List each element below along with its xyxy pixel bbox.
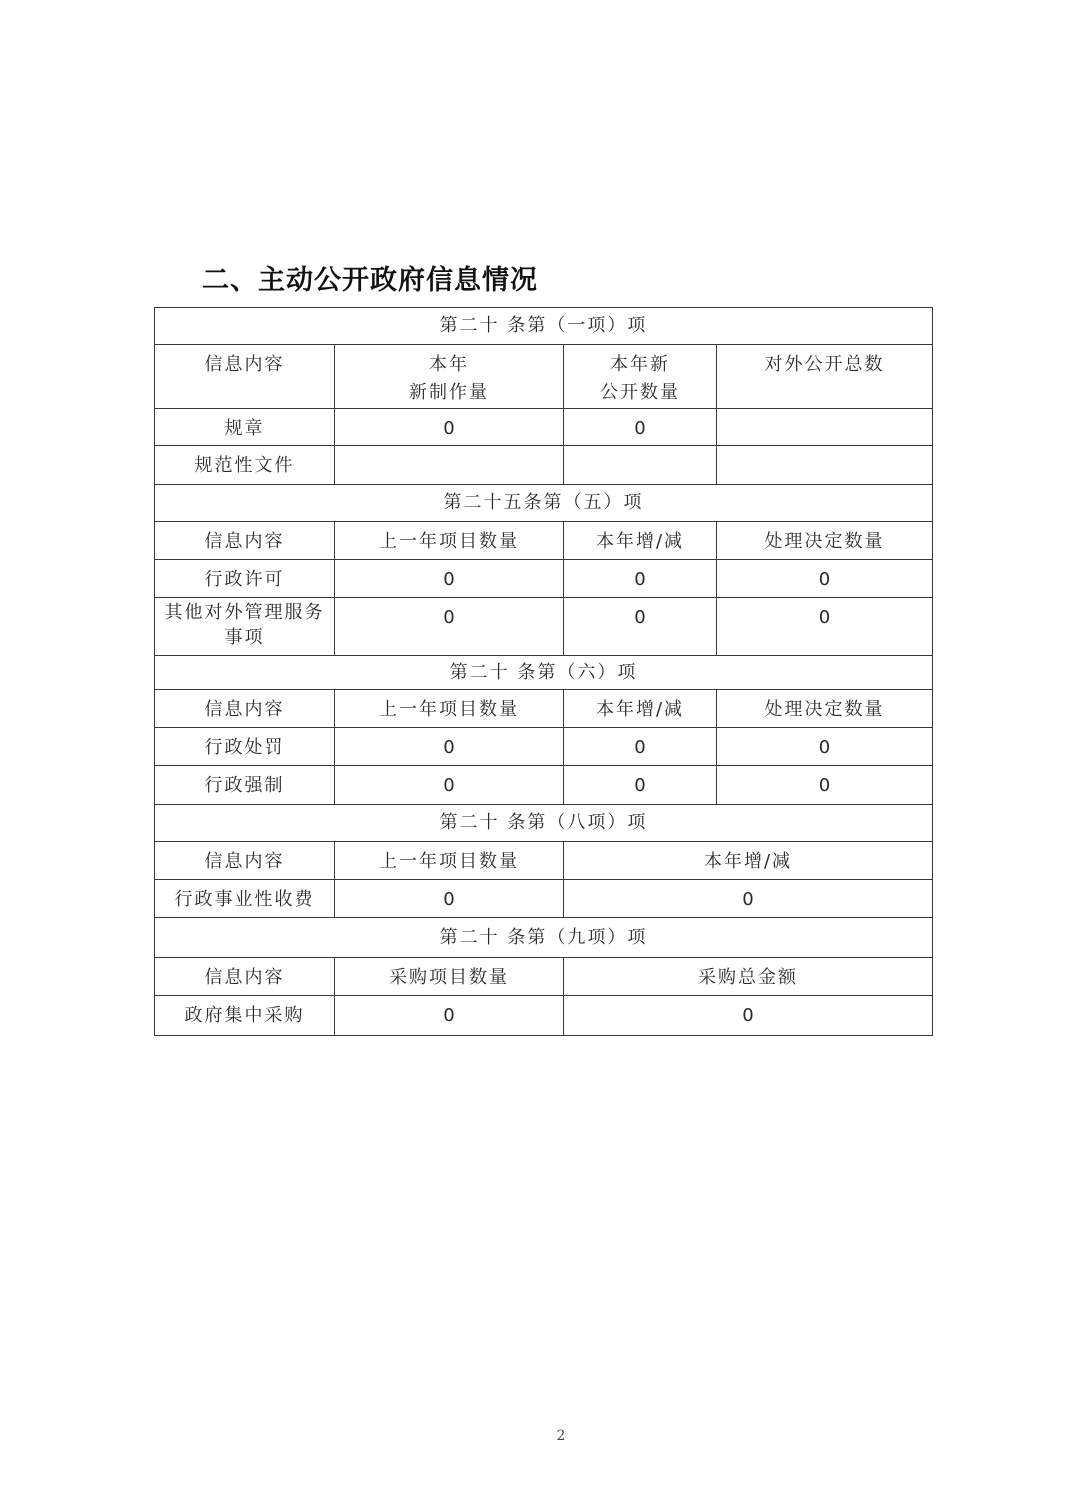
- header-cell: 信息内容: [155, 842, 335, 880]
- header-cell: 信息内容: [155, 345, 335, 409]
- value-cell: 0: [564, 598, 717, 656]
- value-cell: 0: [335, 409, 564, 446]
- header-cell: 上一年项目数量: [335, 690, 564, 728]
- row-label: 行政事业性收费: [155, 880, 335, 918]
- header-cell: 本年增/减: [564, 842, 933, 880]
- value-cell: [564, 446, 717, 485]
- header-line: 本年 新制作量: [409, 354, 489, 403]
- row-label: 行政强制: [155, 766, 335, 805]
- value-cell: [717, 446, 933, 485]
- value-cell: 0: [335, 880, 564, 918]
- header-cell: 采购总金额: [564, 958, 933, 996]
- section-title: 第二十 条第（六）项: [155, 656, 933, 690]
- header-cell: 对外公开总数: [717, 345, 933, 409]
- row-label: 行政处罚: [155, 728, 335, 766]
- header-line: 本年新 公开数量: [600, 354, 680, 403]
- header-cell: 本年增/减: [564, 522, 717, 560]
- value-cell: 0: [335, 766, 564, 805]
- value-cell: 0: [335, 996, 564, 1036]
- header-cell: 处理决定数量: [717, 690, 933, 728]
- header-cell: 信息内容: [155, 522, 335, 560]
- header-cell: 信息内容: [155, 958, 335, 996]
- section-heading: 二、主动公开政府信息情况: [202, 265, 538, 296]
- value-cell: 0: [717, 560, 933, 598]
- value-cell: 0: [564, 728, 717, 766]
- disclosure-table: [154, 307, 933, 1036]
- section-title: 第二十 条第（一项）项: [155, 308, 933, 345]
- value-cell: 0: [564, 766, 717, 805]
- value-cell: 0: [564, 409, 717, 446]
- row-label: 其他对外管理服务事项: [155, 598, 335, 656]
- value-cell: 0: [564, 996, 933, 1036]
- value-cell: 0: [335, 728, 564, 766]
- header-cell: 上一年项目数量: [335, 842, 564, 880]
- value-cell: 0: [335, 560, 564, 598]
- row-label: 规范性文件: [155, 446, 335, 485]
- header-cell: [564, 345, 717, 409]
- header-cell: 采购项目数量: [335, 958, 564, 996]
- row-label: 政府集中采购: [155, 996, 335, 1036]
- value-cell: 0: [717, 598, 933, 656]
- section-title: 第二十 条第（八项）项: [155, 805, 933, 842]
- header-cell: 上一年项目数量: [335, 522, 564, 560]
- row-label: 规章: [155, 409, 335, 446]
- section-title: 第二十 条第（九项）项: [155, 918, 933, 958]
- header-cell: [335, 345, 564, 409]
- value-cell: 0: [717, 728, 933, 766]
- value-cell: 0: [564, 560, 717, 598]
- header-cell: 处理决定数量: [717, 522, 933, 560]
- value-cell: 0: [564, 880, 933, 918]
- header-cell: 信息内容: [155, 690, 335, 728]
- value-cell: [717, 409, 933, 446]
- value-cell: 0: [717, 766, 933, 805]
- row-label: 行政许可: [155, 560, 335, 598]
- page-number: 2: [556, 1428, 566, 1444]
- value-cell: [335, 446, 564, 485]
- section-title: 第二十五条第（五）项: [155, 485, 933, 522]
- header-cell: 本年增/减: [564, 690, 717, 728]
- value-cell: 0: [335, 598, 564, 656]
